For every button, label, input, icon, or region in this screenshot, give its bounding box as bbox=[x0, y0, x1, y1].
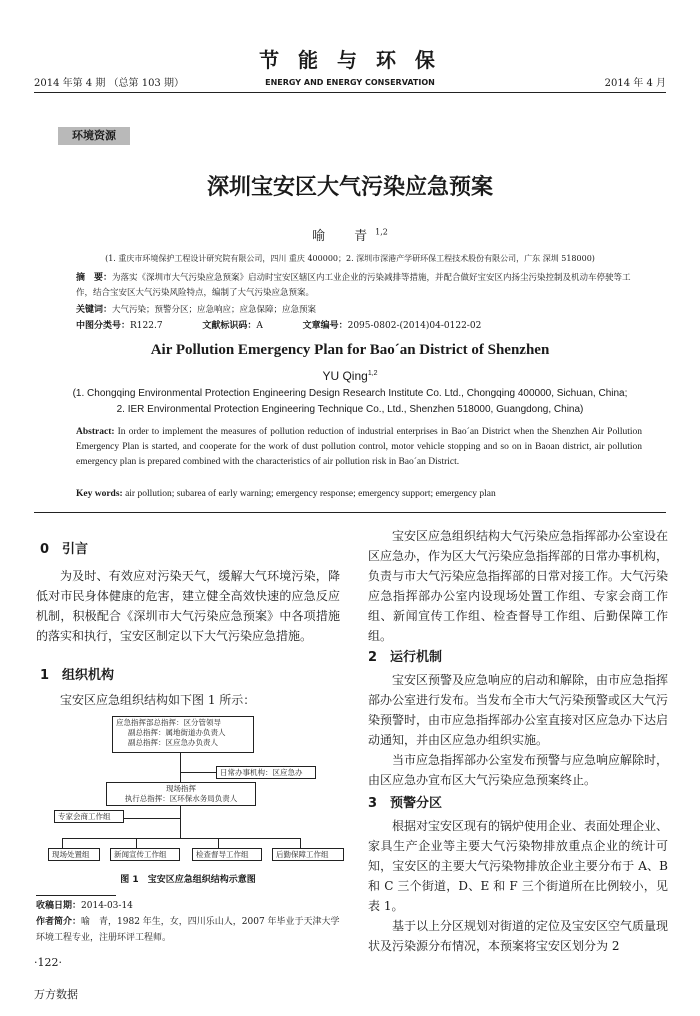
section-1-title: 1 组织机构 bbox=[40, 668, 115, 683]
org-line-office bbox=[180, 772, 216, 773]
org-box-onsite: 现场指挥 执行总指挥：区环保水务局负责人 bbox=[106, 782, 256, 806]
affiliation-en-2: 2. IER Environmental Protection Engineering Technique Co., Ltd., Shenzhen 518000, Guangdong, China) bbox=[116, 404, 584, 415]
org-line-g4 bbox=[300, 838, 301, 848]
org-box-office: 日常办事机构：区应急办 bbox=[216, 766, 316, 779]
abstract-cn: 摘 要：为落实《深圳市大气污染应急预案》启动时宝安区辖区内工业企业的污染减排等措施，并配合做好宝安区内扬尘污染控制及机动车停驶等工作，结合宝安区大气污染风险特点，编制了大气污染应急预案。 bbox=[76, 273, 631, 298]
org-line-groups bbox=[62, 838, 300, 839]
section-2-paragraph-1: 宝安区预警及应急响应的启动和解除，由市应急指挥部办公室进行发布。当发布全市大气污染预警或区大气污染预警时，由市应急指挥部办公室直接对区应急办下达启动通知，并由区应急办组织实施。 bbox=[368, 673, 669, 747]
journal-title-en: ENERGY AND ENERGY CONSERVATION bbox=[265, 78, 435, 87]
section-2-title: 2 运行机制 bbox=[368, 650, 443, 665]
org-line-g3 bbox=[218, 838, 219, 848]
author-bio: 作者简介：喻 青，1982 年生，女，四川乐山人，2007 年毕业于天津大学环境工程专业，注册环评工程师。 bbox=[36, 917, 340, 943]
section-0-title: 0 引言 bbox=[40, 542, 89, 557]
affiliation-cn: (1. 重庆市环境保护工程设计研究院有限公司，四川 重庆 400000；2. 深圳市深港产学研环保工程技术股份有限公司，广东 深圳 518000) bbox=[105, 254, 595, 263]
footnote-rule bbox=[36, 895, 116, 896]
org-box-command: 应急指挥部总指挥：区分管领导 副总指挥：属地街道办负责人 副总指挥：区应急办负责人 bbox=[112, 716, 254, 753]
section-2-paragraph-2: 当市应急指挥部办公室发布预警与应急响应解除时，由区应急办宣布区大气污染应急预案终止。 bbox=[368, 753, 669, 787]
org-box-group-3: 检查督导工作组 bbox=[192, 848, 262, 861]
org-box-expert: 专家会商工作组 bbox=[54, 810, 124, 823]
section-3-title: 3 预警分区 bbox=[368, 796, 443, 811]
org-chart bbox=[48, 714, 344, 864]
org-box-group-4: 后勤保障工作组 bbox=[272, 848, 344, 861]
keywords-cn: 关键词：大气污染；预警分区；应急响应；应急保障；应急预案 bbox=[76, 305, 317, 315]
classification-line: 中图分类号：R122.7 文献标识码：A 文章编号：2095-0802-(2014)04-0122-02 bbox=[76, 321, 482, 331]
org-box-group-1: 现场处置组 bbox=[48, 848, 100, 861]
section-0-paragraph: 为及时、有效应对污染天气，缓解大气环境污染，降低对市民身体健康的危害，建立健全高效快速的应急反应机制，积极配合《深圳市大气污染应急预案》中各项措施的落实和执行，宝安区制定以下大气污染应急措施。 bbox=[36, 569, 340, 643]
paper-title-cn: 深圳宝安区大气污染应急预案 bbox=[206, 175, 493, 200]
abstract-rule bbox=[34, 512, 666, 513]
author-en: YU Qing$^{1,2}$ bbox=[322, 369, 378, 383]
affiliation-en-1: (1. Chongqing Environmental Protection Engineering Design Research Institute Co. Ltd., Chongqing 400000, Sichuan, China; bbox=[72, 388, 628, 399]
watermark: 万方数据 bbox=[34, 988, 78, 1001]
issue-info: 2014 年第 4 期 （总第 103 期） bbox=[34, 78, 184, 89]
keywords-en: Key words: air pollution; subarea of early warning; emergency response; emergency support; emergency plan bbox=[76, 489, 496, 499]
journal-title-cn: 节 能 与 环 保 bbox=[259, 48, 441, 72]
issue-date: 2014 年 4 月 bbox=[604, 78, 666, 89]
right-paragraph-1: 宝安区应急组织结构大气污染应急指挥部办公室设在区应急办，作为区大气污染应急指挥部的日常办事机构，负责与市大气污染应急指挥部的日常对接工作。大气污染应急指挥部办公室内设现场处置工作组、专家会商工作组、新闻宣传工作组、检查督导工作组、后勤保障工作组。 bbox=[368, 529, 669, 643]
received-date: 收稿日期：2014-03-14 bbox=[36, 901, 133, 911]
page-number: ·122· bbox=[34, 956, 62, 969]
org-box-group-2: 新闻宣传工作组 bbox=[110, 848, 180, 861]
header-rule bbox=[34, 92, 666, 93]
figure-caption: 图 1 宝安区应急组织结构示意图 bbox=[120, 875, 256, 885]
section-3-paragraph-1: 根据对宝安区现有的锅炉使用企业、表面处理企业、家具生产企业等主要大气污染物排放重点企业的统计可知，宝安区的主要大气污染物排放企业主要分布于 A、B 和 C 三个街道，D、E 和 F 三个街道所在比例较小，见表 1。 bbox=[368, 819, 669, 913]
org-line-g1 bbox=[62, 838, 63, 848]
org-line-g2 bbox=[136, 838, 137, 848]
paper-title-en: Air Pollution Emergency Plan for Bao´an District of Shenzhen bbox=[150, 342, 550, 358]
section-1-paragraph: 宝安区应急组织结构如下图 1 所示： bbox=[60, 693, 256, 707]
section-3-paragraph-2: 基于以上分区规划对街道的定位及宝安区空气质量现状及污染源分布情况，本预案将宝安区划分为 2 bbox=[368, 919, 669, 953]
author-cn: 喻 青$^{1,2}$ bbox=[312, 227, 388, 244]
abstract-en: Abstract: In order to implement the measures of pollution reduction of industrial enterprises in Bao´an District when the Shenzhen Air Pollution Emergency Plan is started, and cooperate for the work of dust pollution control, motor vehicle stopping and so on in Baoan district, air pollution emergency plan is prepared combined with the characteristics of air pollution risk in Bao´an District. bbox=[76, 427, 643, 467]
column-badge: 环境资源 bbox=[58, 127, 130, 145]
